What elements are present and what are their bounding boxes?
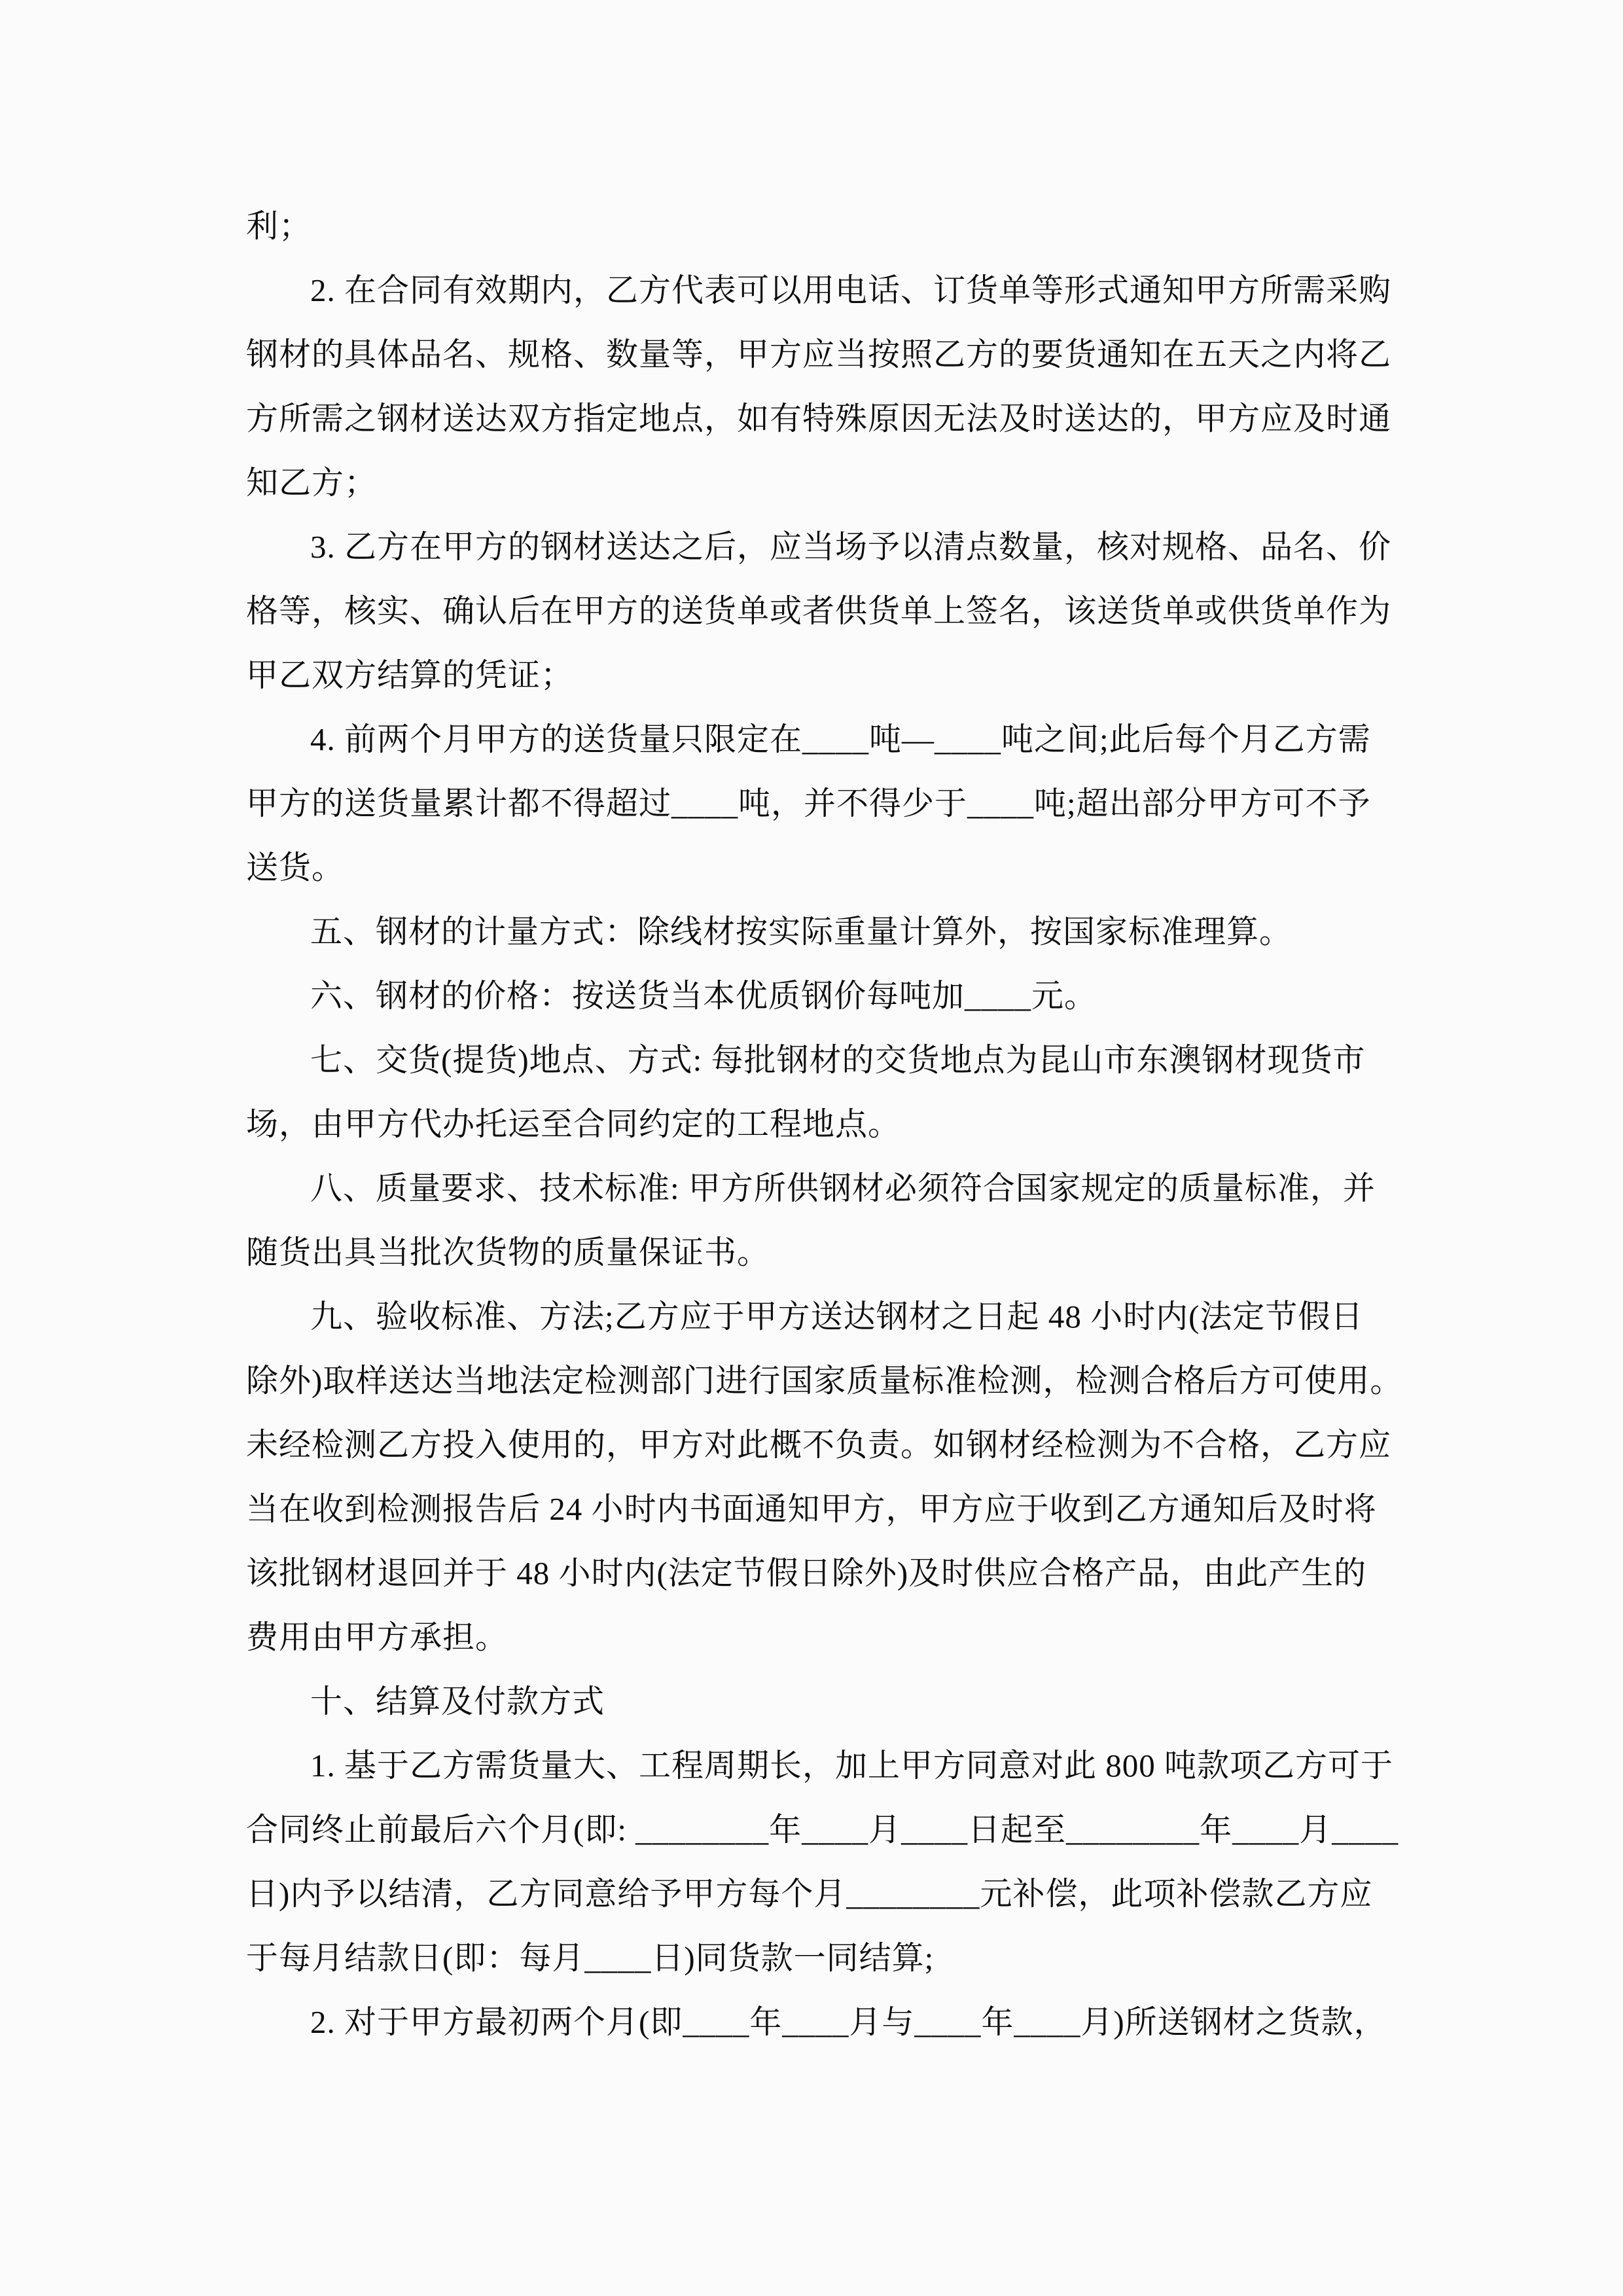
document-line: 2. 在合同有效期内，乙方代表可以用电话、订货单等形式通知甲方所需采购 [310,272,1392,308]
document-line: 除外)取样送达当地法定检测部门进行国家质量标准检测，检测合格后方可使用。 [246,1363,1403,1399]
document-line: 甲方的送货量累计都不得超过____吨，并不得少于____吨;超出部分甲方可不予 [246,785,1371,821]
document-line: 六、钢材的价格：按送货当本优质钢价每吨加____元。 [310,978,1097,1014]
document-line: 未经检测乙方投入使用的，甲方对此概不负责。如钢材经检测为不合格，乙方应 [246,1427,1392,1463]
document-line: 送货。 [246,850,345,886]
document-line: 1. 基于乙方需货量大、工程周期长，加上甲方同意对此 800 吨款项乙方可于 [310,1748,1394,1784]
document-line: 钢材的具体品名、规格、数量等，甲方应当按照乙方的要货通知在五天之内将乙 [246,336,1392,372]
document-line: 五、钢材的计量方式：除线材按实际重量计算外，按国家标准理算。 [310,914,1293,950]
document-line: 利； [246,208,312,244]
document-line: 九、验收标准、方法;乙方应于甲方送达钢材之日起 48 小时内(法定节假日 [310,1299,1364,1335]
document-line: 费用由甲方承担。 [246,1619,508,1655]
document-line: 十、结算及付款方式 [310,1683,605,1719]
document-line: 3. 乙方在甲方的钢材送达之后，应当场予以清点数量，核对规格、品名、价 [310,529,1392,565]
document-line: 日)内予以结清，乙方同意给予甲方每个月________元补偿，此项补偿款乙方应 [246,1876,1373,1912]
document-line: 方所需之钢材送达双方指定地点，如有特殊原因无法及时送达的，甲方应及时通 [246,401,1392,437]
document-line: 甲乙双方结算的凭证； [246,657,574,693]
document-line: 七、交货(提货)地点、方式: 每批钢材的交货地点为昆山市东澳钢材现货市 [310,1042,1366,1078]
document-line: 合同终止前最后六个月(即: ________年____月____日起至________年____月____ [246,1812,1399,1848]
document-body [246,194,1408,2054]
document-line: 格等，核实、确认后在甲方的送货单或者供货单上签名，该送货单或供货单作为 [246,593,1392,629]
document-line: 八、质量要求、技术标准: 甲方所供钢材必须符合国家规定的质量标准，并 [310,1170,1376,1206]
document-line: 场，由甲方代办托运至合同约定的工程地点。 [246,1106,901,1142]
document-line: 2. 对于甲方最初两个月(即____年____月与____年____月)所送钢材之货款， [310,2004,1387,2040]
document-line: 4. 前两个月甲方的送货量只限定在____吨—____吨之间;此后每个月乙方需 [310,721,1371,757]
document-line: 于每月结款日(即：每月____日)同货款一同结算; [246,1940,935,1976]
document-line: 知乙方； [246,465,378,501]
document-line: 随货出具当批次货物的质量保证书。 [246,1234,770,1270]
document-line: 该批钢材退回并于 48 小时内(法定节假日除外)及时供应合格产品，由此产生的 [246,1555,1367,1591]
document-line: 当在收到检测报告后 24 小时内书面通知甲方，甲方应于收到乙方通知后及时将 [246,1491,1377,1527]
